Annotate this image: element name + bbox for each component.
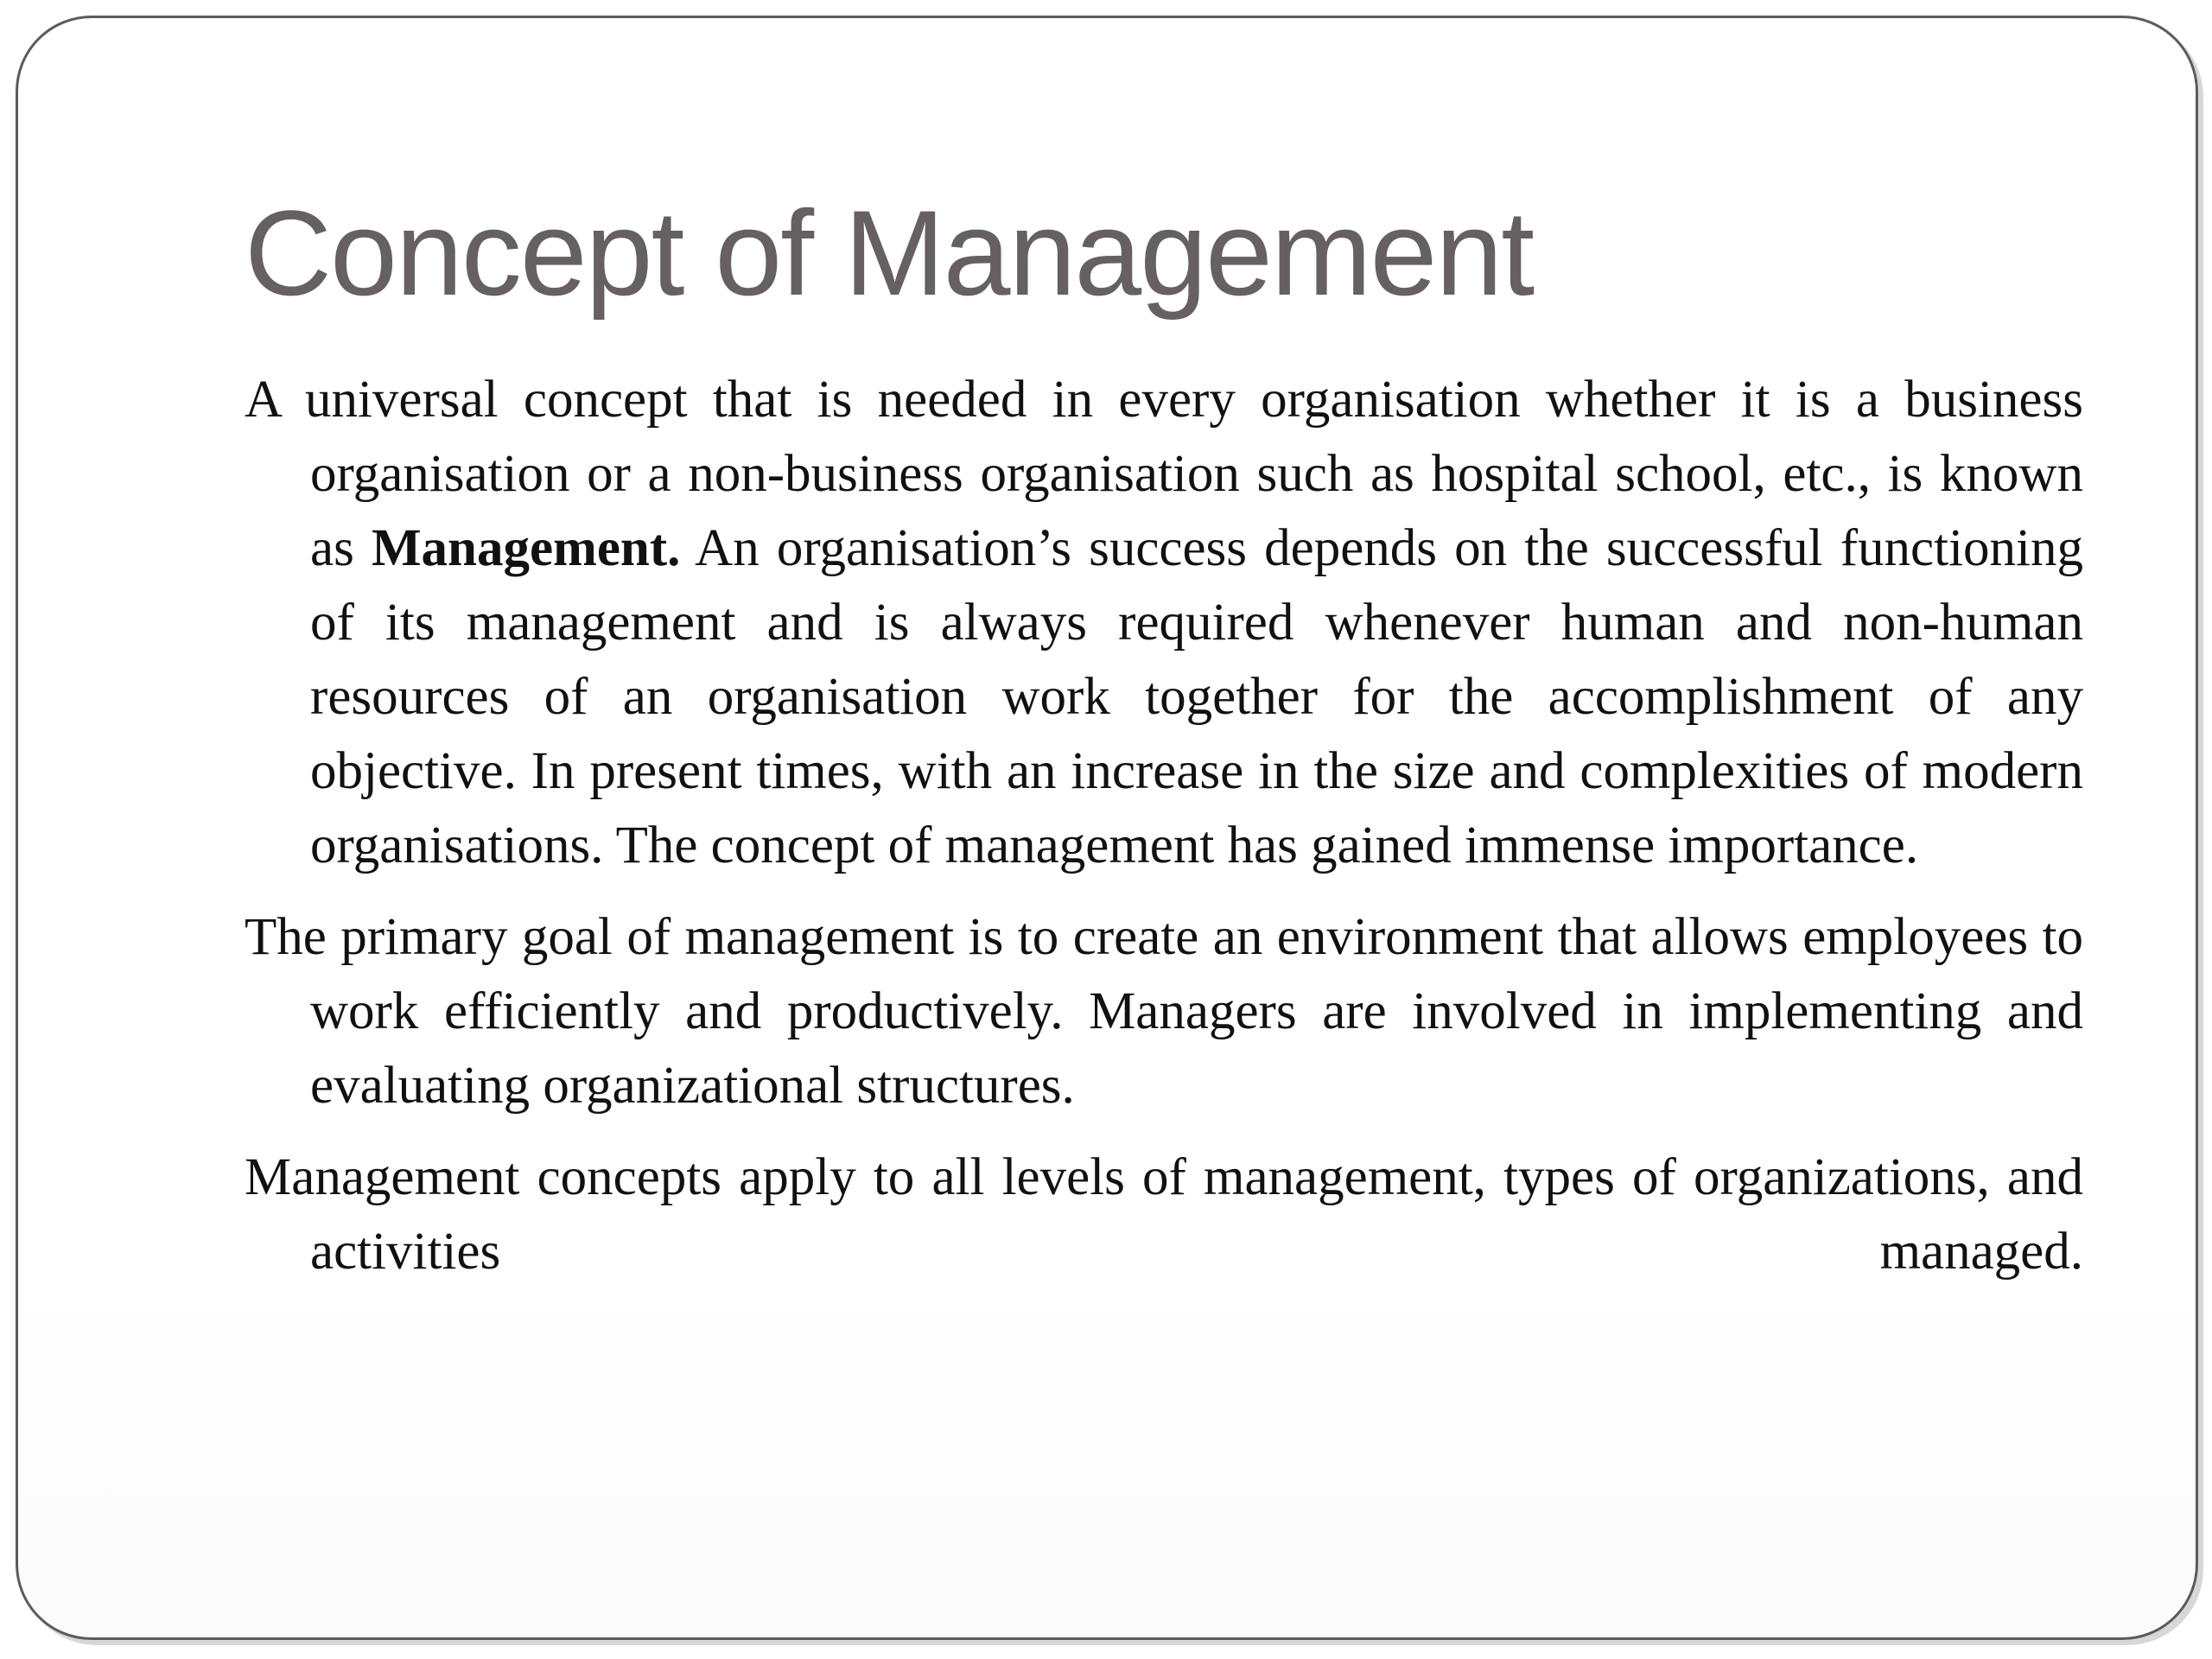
paragraph-1-text-end: An organisation’s success depends on the successful functioning of its management and is always required whenever human and non-human resources of an organisation work together for the accomplishment of any objective. In present times, with an increase in the size and complexities of modern organisations. The concept of management has gained immense importance. (310, 519, 2083, 874)
body-paragraph-3: Management concepts apply to all levels of management, types of organizations, and activities managed. (245, 1148, 2083, 1281)
body-paragraph-2: The primary goal of management is to create an environment that allows employees to work efficiently and productively. Managers are involved in implementing and evaluating organizational structures. (245, 908, 2083, 1115)
slide-body (245, 363, 2083, 1306)
management-term-bold: Management. (371, 519, 681, 577)
body-paragraph-1 (245, 363, 2083, 883)
slide-title: Concept of Management (245, 185, 1534, 321)
paragraph-1-text-start: A universal concept that is needed in every organisation whether it is a business organisation or a non-business organisation such as hospital school, etc., is known as (245, 371, 2083, 577)
